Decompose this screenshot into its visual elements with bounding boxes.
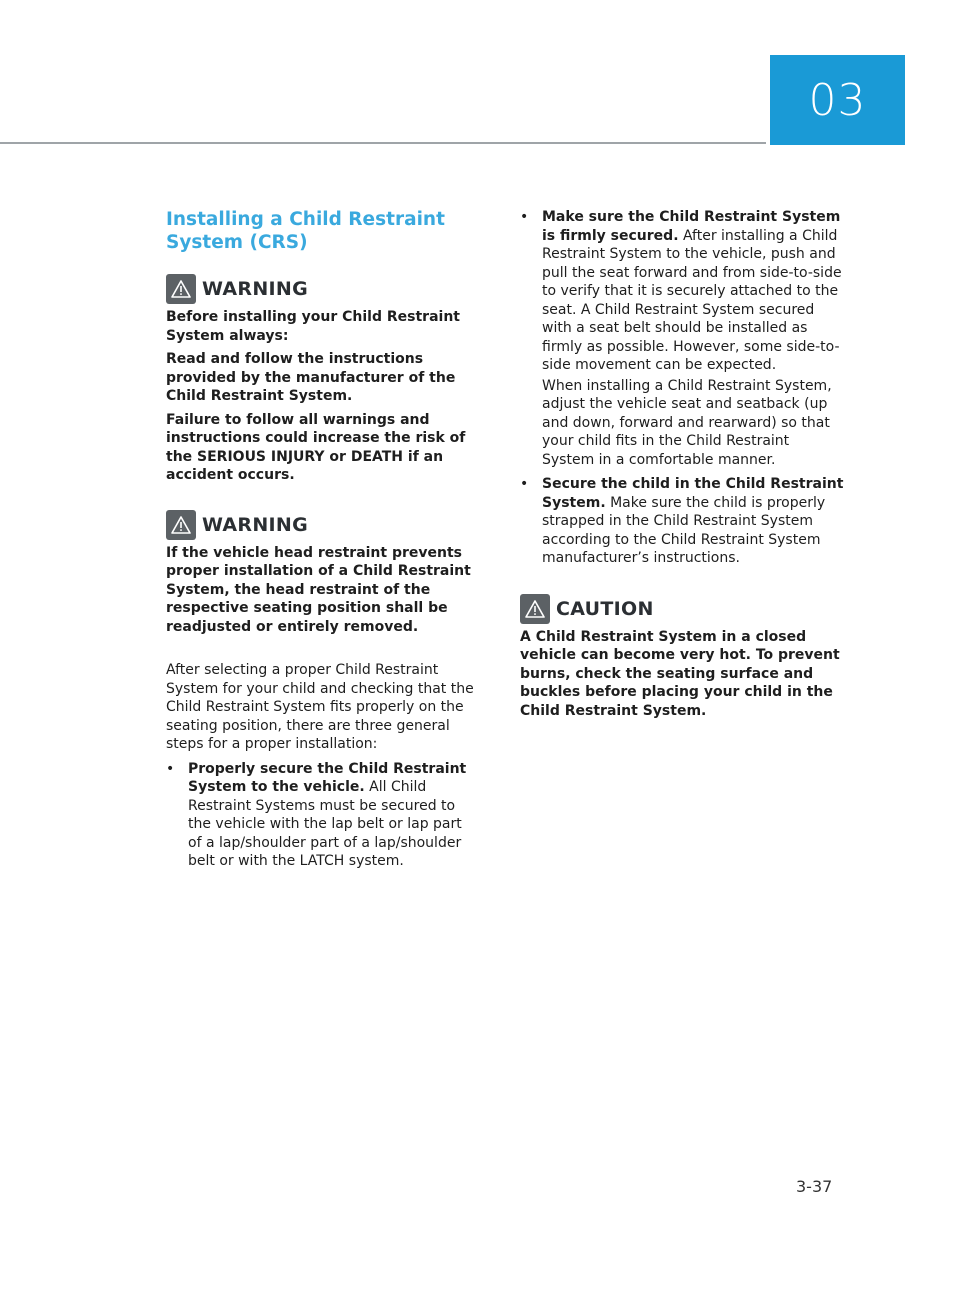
caution-box [520,594,845,721]
list-item [520,475,845,568]
list-item-text: After installing a Child Restraint System to the vehicle, push and pull the seat forward and from side-to-side to verify that it is securely attached to the seat. A Child Restraint System secured with a seat belt should be installed as firmly as possible. However, some side-to-side movement can be expected. [542,227,842,373]
list-item-body [542,208,845,469]
section-title: Installing a Child Restraint System (CRS) [166,209,445,253]
warning-header [166,510,478,540]
caution-title: CAUTION [556,597,654,620]
bullet-icon: • [520,476,529,492]
list-item-body [188,760,478,871]
warning-box-1 [166,274,478,485]
header-rule [0,142,766,144]
warning-text: Before installing your Child Restraint System always: [166,309,460,344]
chapter-tab: 03 [770,55,905,145]
list-item-body [542,475,845,568]
warning-triangle-icon [166,510,196,540]
caution-header [520,594,845,624]
warning-text: Failure to follow all warnings and instructions could increase the risk of the SERIOUS INJURY or DEATH if an accident occurs. [166,411,466,483]
warning-header [166,274,478,304]
list-item-subparagraph: When installing a Child Restraint System, adjust the vehicle seat and seatback (up and down, forward and rearward) so that your child fits in the Child Restraint System in a comfortable manner. [542,377,832,468]
page-number: 3-37 [796,1177,833,1196]
warning-text: If the vehicle head restraint prevents proper installation of a Child Restraint System, the head restraint of the respective seating position shall be readjusted or entirely removed. [166,544,471,635]
list-item-lead: Properly secure the Child Restraint System to the vehicle. [188,760,467,795]
list-item-lead: Secure the child in the Child Restraint System. [542,476,844,511]
bullet-icon: • [520,209,529,225]
warning-box-2 [166,510,478,637]
right-column [520,208,845,725]
intro-paragraph: After selecting a proper Child Restraint System for your child and checking that the Child Restraint System fits properly on the seating position, there are three general steps for a proper installation: [166,662,474,752]
list-item-lead: Make sure the Child Restraint System is firmly secured. [542,209,841,244]
warning-title: WARNING [202,278,309,300]
list-item-text: Make sure the child is properly strapped in the Child Restraint System according to the Child Restraint System manufacturer’s instructions. [542,494,826,566]
caution-text: A Child Restraint System in a closed vehicle can become very hot. To prevent burns, check the seating surface and buckles before placing your child in the Child Restraint System. [520,628,840,719]
warning-title: WARNING [202,513,309,536]
list-item [520,208,845,469]
bullet-icon: • [166,760,175,777]
warning-triangle-icon [520,594,550,624]
left-column [166,208,478,877]
list-item-text: All Child Restraint Systems must be secured to the vehicle with the lap belt or lap part of a lap/shoulder part of a lap/shoulder belt or with the LATCH system. [188,779,462,869]
warning-text: Read and follow the instructions provided by the manufacturer of the Child Restraint System. [166,351,456,404]
list-item [166,760,478,871]
warning-triangle-icon [166,274,196,304]
